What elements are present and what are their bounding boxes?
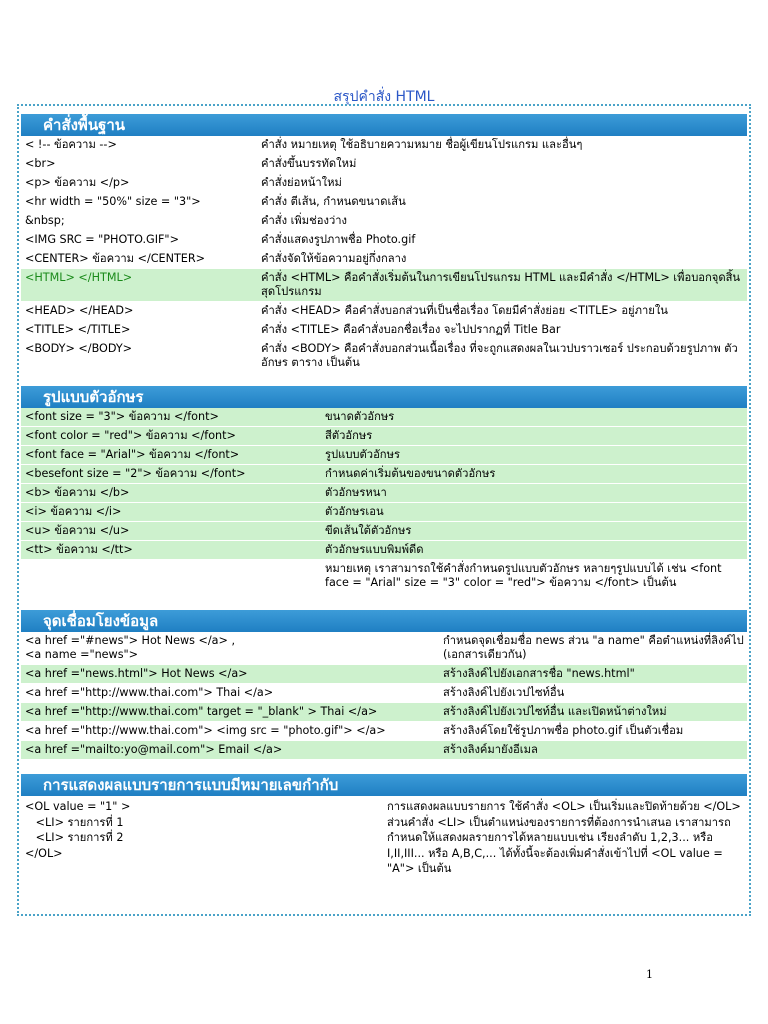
code-cell: <u> ข้อความ </u>: [25, 524, 130, 537]
description-cell: การแสดงผลแบบรายการ ใช้คำสั่ง <OL> เป็นเริ่มและปิดท้ายด้วย </OL> ส่วนคำสั่ง <LI> เป็นตำแหน่งของรายการที่ต้องการนำเสนอ เราสามารถกำหนดให้แสดงผลรายการได้หลายแบบเช่น เรียงลำดับ 1,2,3... หรือ I,II,III... หรือ A,B,C,... ได้ทั้งนี้จะต้องเพิ่มคำสั่งเข้าไปที่ <OL value = "A"> เป็นต้น: [387, 800, 745, 875]
description-cell: รูปแบบตัวอักษร: [325, 448, 400, 461]
description-cell: หมายเหตุ เราสามารถใช้คำสั่งกำหนดรูปแบบตัวอักษร หลายๆรูปแบบได้ เช่น <font face = "Arial" size = "3" color = "red"> ข้อความ </font> เป็นต้น: [325, 562, 726, 589]
section-heading: คำสั่งพื้นฐาน: [21, 114, 747, 136]
description-cell: คำสั่ง <BODY> คือคำสั่งบอกส่วนเนื้อเรื่อง ที่จะถูกแสดงผลในเวปบราวเซอร์ ประกอบด้วยรูปภาพ ตัวอักษร ตาราง เป็นต้น: [261, 342, 738, 369]
table-row: [21, 446, 747, 465]
code-cell: <OL value = "1" > <LI> รายการที่ 1 <LI> รายการที่ 2 </OL>: [25, 800, 131, 860]
table-row: [21, 212, 747, 231]
page-number: 1: [646, 968, 653, 981]
table-row: [21, 340, 747, 373]
description-cell: ขีดเส้นใต้ตัวอักษร: [325, 524, 412, 537]
table-row: [21, 741, 747, 760]
code-cell: <besefont size = "2"> ข้อความ </font>: [25, 467, 246, 480]
section-ordered-list: [21, 774, 747, 877]
code-cell: <HTML> </HTML>: [25, 271, 133, 284]
table-row: [21, 722, 747, 741]
description-cell: ตัวอักษรหนา: [325, 486, 387, 499]
description-cell: คำสั่ง เพิ่มช่องว่าง: [261, 214, 347, 227]
section-basic-commands: [21, 114, 747, 373]
code-cell: <a href ="#news"> Hot News </a> , <a name ="news">: [25, 634, 236, 661]
code-cell: <a href ="mailto:yo@mail.com"> Email </a>: [25, 743, 283, 756]
table-row: [21, 174, 747, 193]
code-cell: [25, 562, 325, 590]
table-row: [21, 269, 747, 302]
table-row: [21, 632, 747, 665]
code-cell: <hr width = "50%" size = "3">: [25, 195, 201, 208]
table-row: [21, 484, 747, 503]
table-row: [21, 321, 747, 340]
table-row: [21, 136, 747, 155]
code-cell: <p> ข้อความ </p>: [25, 176, 130, 189]
description-cell: คำสั่งจัดให้ข้อความอยู่กึ่งกลาง: [261, 252, 407, 265]
code-cell: <BODY> </BODY>: [25, 342, 133, 355]
code-cell: <i> ข้อความ </i>: [25, 505, 122, 518]
description-cell: คำสั่ง หมายเหตุ ใช้อธิบายความหมาย ชื่อผู้เขียนโปรแกรม และอื่นๆ: [261, 138, 583, 151]
table-row: [21, 541, 747, 560]
description-cell: กำหนดจุดเชื่อมชื่อ news ส่วน "a name" คือตำแหน่งที่ลิงค์ไป (เอกสารเดียวกัน): [443, 634, 748, 661]
section-heading: รูปแบบตัวอักษร: [21, 386, 747, 408]
description-cell: สร้างลิงค์มายังอีเมล: [443, 743, 538, 756]
code-cell: <a href ="http://www.thai.com" target = "_blank" > Thai </a>: [25, 705, 378, 718]
description-cell: คำสั่งย่อหน้าใหม่: [261, 176, 342, 189]
code-cell: <HEAD> </HEAD>: [25, 304, 134, 317]
description-cell: สร้างลิงค์ไปยังเอกสารชื่อ "news.html": [443, 667, 635, 680]
code-cell: <a href ="http://www.thai.com"> <img src = "photo.gif"> </a>: [25, 724, 386, 737]
table-row: [21, 250, 747, 269]
description-cell: ตัวอักษรเอน: [325, 505, 384, 518]
description-cell: คำสั่ง <HTML> คือคำสั่งเริ่มต้นในการเขียนโปรแกรม HTML และมีคำสั่ง </HTML> เพื่อบอกจุดสิ้นสุดโปรแกรม: [261, 271, 741, 298]
table-row: [21, 193, 747, 212]
code-cell: <br>: [25, 157, 56, 170]
table-row: [21, 503, 747, 522]
code-cell: <font color = "red"> ข้อความ </font>: [25, 429, 236, 442]
table-row: [21, 665, 747, 684]
code-cell: <a href ="news.html"> Hot News </a>: [25, 667, 248, 680]
section-links: [21, 610, 747, 760]
table-row: [21, 231, 747, 250]
table-row: [21, 703, 747, 722]
code-cell: <a href ="http://www.thai.com"> Thai </a>: [25, 686, 274, 699]
description-cell: สร้างลิงค์ไปยังเวปไซท์อื่น และเปิดหน้าต่างใหม่: [443, 705, 667, 718]
code-cell: &nbsp;: [25, 214, 65, 227]
description-cell: กำหนดค่าเริ่มต้นของขนาดตัวอักษร: [325, 467, 496, 480]
section-heading: การแสดงผลแบบรายการแบบมีหมายเลขกำกับ: [21, 774, 747, 796]
section-font-styles: [21, 386, 747, 593]
code-cell: <font face = "Arial"> ข้อความ </font>: [25, 448, 240, 461]
table-row: [21, 560, 747, 593]
table-row: [21, 684, 747, 703]
description-cell: คำสั่ง ตีเส้น, กำหนดขนาดเส้น: [261, 195, 406, 208]
description-cell: ตัวอักษรแบบพิมพ์ดีด: [325, 543, 424, 556]
description-cell: สร้างลิงค์ไปยังเวปไซท์อื่น: [443, 686, 565, 699]
code-cell: < !-- ข้อความ -->: [25, 138, 117, 151]
description-cell: สร้างลิงค์โดยใช้รูปภาพชื่อ photo.gif เป็นตัวเชื่อม: [443, 724, 684, 737]
description-cell: สีตัวอักษร: [325, 429, 373, 442]
table-row: [21, 155, 747, 174]
code-cell: <CENTER> ข้อความ </CENTER>: [25, 252, 206, 265]
table-row: [21, 302, 747, 321]
table-row: [21, 465, 747, 484]
code-cell: <TITLE> </TITLE>: [25, 323, 131, 336]
code-cell: <b> ข้อความ </b>: [25, 486, 130, 499]
description-cell: ขนาดตัวอักษร: [325, 410, 395, 423]
code-cell: <IMG SRC = "PHOTO.GIF">: [25, 233, 179, 246]
table-row: [21, 427, 747, 446]
description-cell: คำสั่ง <HEAD> คือคำสั่งบอกส่วนที่เป็นชื่อเรื่อง โดยมีคำสั่งย่อย <TITLE> อยู่ภายใน: [261, 304, 668, 317]
description-cell: คำสั่ง <TITLE> คือคำสั่งบอกชื่อเรื่อง จะไปปรากฏที่ Title Bar: [261, 323, 561, 336]
code-cell: <tt> ข้อความ </tt>: [25, 543, 133, 556]
table-row: [21, 408, 747, 427]
description-cell: คำสั่งแสดงรูปภาพชื่อ Photo.gif: [261, 233, 416, 246]
description-cell: คำสั่งขึ้นบรรทัดใหม่: [261, 157, 357, 170]
ordered-list-row: [21, 796, 747, 877]
section-heading: จุดเชื่อมโยงข้อมูล: [21, 610, 747, 632]
page-title: สรุปคำสั่ง HTML: [333, 89, 435, 105]
table-row: [21, 522, 747, 541]
code-cell: <font size = "3"> ข้อความ </font>: [25, 410, 219, 423]
